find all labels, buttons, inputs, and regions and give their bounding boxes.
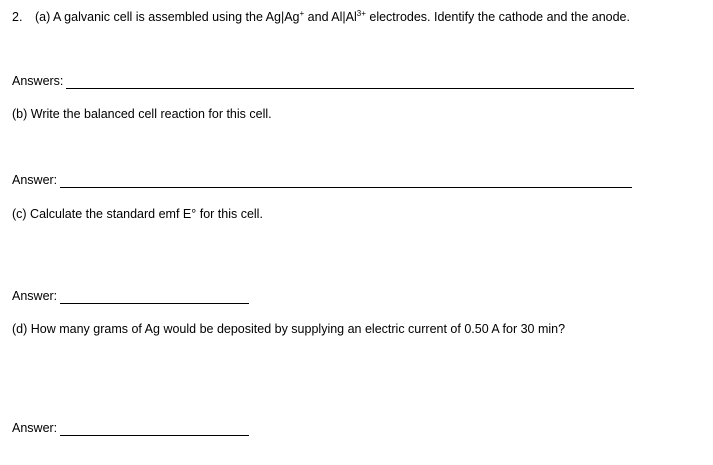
part-b-answer-row [12, 172, 632, 188]
part-b-question: (b) Write the balanced cell reaction for this cell. [12, 107, 272, 121]
part-d-answer-label: Answer: [12, 421, 58, 435]
question-number: 2. [12, 10, 23, 24]
part-d-answer-line[interactable] [60, 421, 249, 436]
part-d-question: (d) How many grams of Ag would be deposited by supplying an electric current of 0.50 A for 30 min? [12, 322, 566, 336]
part-a-question: (a) A galvanic cell is assembled using the Ag|Ag+ and $Al|Al^{3+}$ electrodes. Identify the cathode and the anode. [35, 9, 630, 24]
part-c-question: (c) Calculate the standard emf E° for this cell. [12, 207, 263, 221]
part-a-answer-line[interactable] [66, 74, 634, 89]
part-c-answer-label: Answer: [12, 289, 58, 303]
part-d-answer-row [12, 420, 249, 436]
part-a-answer-label: Answers: [12, 74, 64, 88]
part-b-answer-line[interactable] [60, 173, 632, 188]
part-a-answer-row [12, 73, 634, 89]
part-c-answer-row [12, 288, 249, 304]
part-c-answer-line[interactable] [60, 289, 249, 304]
part-b-answer-label: Answer: [12, 173, 58, 187]
